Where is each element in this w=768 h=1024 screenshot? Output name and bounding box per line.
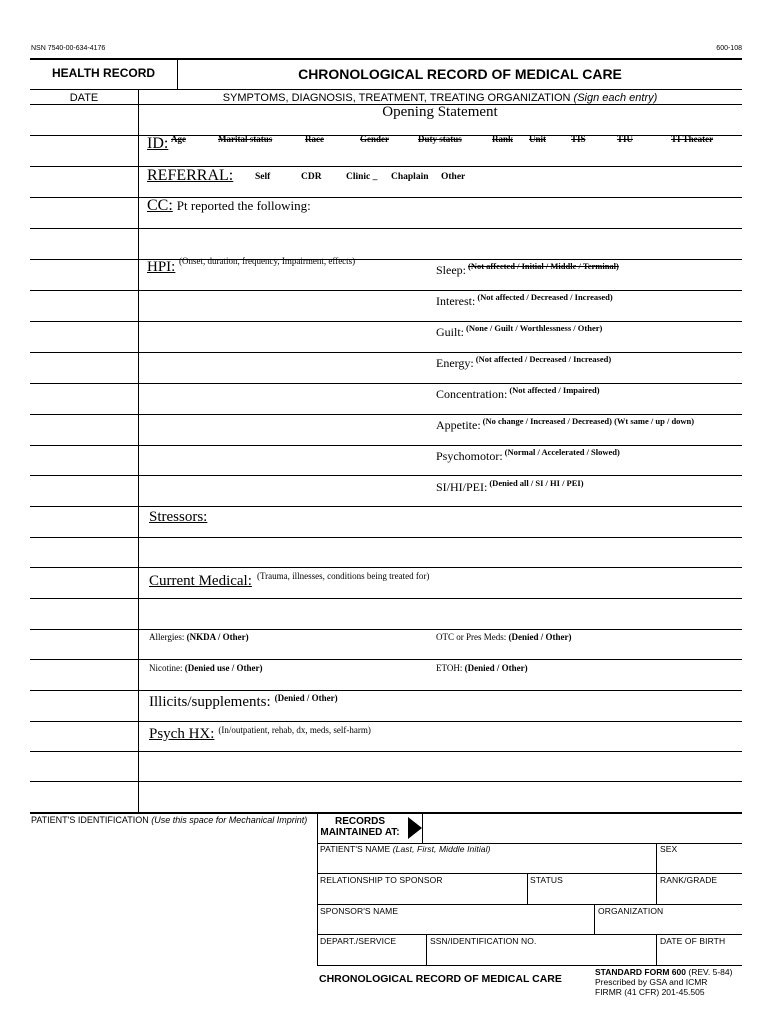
si-row (436, 478, 584, 496)
psych-note: (In/outpatient, rehab, dx, meds, self-harm) (218, 725, 371, 735)
id-field: Marital status (218, 134, 273, 144)
referral-option: Other (441, 172, 466, 182)
allergies-options: (NKDA / Other) (186, 632, 249, 642)
conc-options: (Not affected / Impaired) (509, 385, 600, 395)
energy-label: Energy: (436, 356, 474, 370)
referral-option: Self (255, 172, 271, 182)
symptoms-header-text: SYMPTOMS, DIAGNOSIS, TREATMENT, TREATING ORGANIZATION (222, 92, 571, 104)
patient-id-note: (Use this space for Mechanical Imprint) (151, 815, 308, 825)
hpi-note: (Onset, duration, frequency, Impairment, effects) (179, 256, 356, 266)
rule-line (30, 290, 742, 291)
rule-line (30, 321, 742, 322)
id-field: Unit (529, 134, 547, 144)
rule-line (30, 259, 742, 260)
hpi-label: HPI: (147, 259, 176, 275)
id-field: Race (305, 134, 324, 144)
sleep-label: Sleep: (436, 263, 466, 277)
depart-service-label: DEPART./SERVICE (320, 936, 397, 946)
interest-label: Interest: (436, 294, 476, 308)
rule-line (30, 228, 742, 229)
conc-row (436, 385, 600, 403)
rule-line (30, 567, 742, 568)
sign-note: (Sign each entry) (573, 92, 658, 104)
records-maintained-at (320, 816, 400, 838)
illicits-label: Illicits/supplements: (149, 694, 271, 710)
allergies-label: Allergies: (149, 632, 185, 642)
id-field: Rank (492, 134, 514, 144)
records-line1: RECORDS (334, 816, 385, 827)
date-of-birth-label: DATE OF BIRTH (660, 936, 726, 946)
records-line2: MAINTAINED AT: (320, 827, 400, 838)
si-label: SI/HI/PEI: (436, 480, 488, 494)
psycho-options: (Normal / Accelerated / Slowed) (504, 447, 620, 457)
etoh-label: ETOH: (436, 663, 463, 673)
illicits-row (149, 693, 338, 711)
id-field: TIU (617, 134, 634, 144)
patient-name-label (320, 844, 491, 854)
si-options: (Denied all / SI / HI / PEI) (489, 478, 584, 488)
date-column-header: DATE (69, 92, 99, 104)
cc-label: CC: (147, 197, 173, 214)
id-field: TI Theater (671, 134, 714, 144)
relationship-label: RELATIONSHIP TO SPONSOR (320, 875, 443, 885)
rule-line (30, 690, 742, 691)
appetite-label: Appetite: (436, 418, 481, 432)
id-field: Duty status (418, 134, 462, 144)
current-medical-note: (Trauma, illnesses, conditions being treated for) (257, 571, 430, 581)
symptoms-column-header (138, 92, 742, 104)
prescribed-by: Prescribed by GSA and ICMR (595, 977, 708, 987)
rule-line (30, 197, 742, 198)
rule-line (30, 781, 742, 782)
firmr: FIRMR (41 CFR) 201-45.505 (595, 987, 705, 997)
status-label: STATUS (530, 875, 563, 885)
rule-line (30, 445, 742, 446)
standard-form-number: STANDARD FORM 600 (595, 967, 686, 977)
rule-line (30, 414, 742, 415)
appetite-row (436, 416, 694, 434)
etoh-row (436, 663, 528, 673)
standard-form-line (595, 967, 732, 977)
nicotine-options: (Denied use / Other) (184, 663, 263, 673)
id-field: Age (171, 134, 186, 144)
rule-line (30, 751, 742, 752)
rank-grade-label: RANK/GRADE (660, 875, 718, 885)
current-medical-label: Current Medical: (149, 573, 252, 589)
guilt-label: Guilt: (436, 325, 465, 339)
energy-options: (Not affected / Decreased / Increased) (475, 354, 612, 364)
rule-line (30, 475, 742, 476)
referral-option: Chaplain (391, 172, 429, 182)
interest-row (436, 292, 613, 310)
referral-label: REFERRAL: (147, 167, 234, 184)
organization-label: ORGANIZATION (598, 906, 664, 916)
nicotine-row (149, 663, 263, 673)
otc-options: (Denied / Other) (508, 632, 572, 642)
rule-line (30, 537, 742, 538)
rule-line (30, 659, 742, 660)
guilt-options: (None / Guilt / Worthlessness / Other) (466, 323, 603, 333)
cc-text: Pt reported the following: (176, 198, 311, 213)
conc-label: Concentration: (436, 387, 508, 401)
etoh-options: (Denied / Other) (464, 663, 528, 673)
revision: (REV. 5-84) (688, 967, 733, 977)
nicotine-label: Nicotine: (149, 663, 183, 673)
ssn-label: SSN/IDENTIFICATION NO. (430, 936, 537, 946)
psycho-label: Psychomotor: (436, 449, 503, 463)
guilt-row (436, 323, 602, 341)
nsn-number: NSN 7540-00-634-4176 (31, 45, 106, 52)
interest-options: (Not affected / Decreased / Increased) (477, 292, 613, 302)
rule-line (30, 166, 742, 167)
arrow-right-icon (408, 817, 422, 839)
psych-row (149, 725, 371, 743)
stressors-label: Stressors: (149, 509, 208, 525)
standard-form-info (595, 967, 732, 997)
appetite-options: (No change / Increased / Decreased) (Wt same / up / down) (482, 416, 695, 426)
patient-id-label: PATIENT'S IDENTIFICATION (31, 815, 149, 825)
psycho-row (436, 447, 620, 465)
form-title: CHRONOLOGICAL RECORD OF MEDICAL CARE (298, 66, 622, 82)
rule-line (30, 506, 742, 507)
allergies-row (149, 632, 249, 642)
sleep-row (436, 261, 619, 279)
sex-label: SEX (660, 844, 678, 854)
id-label: ID: (147, 135, 169, 152)
rule-line (30, 383, 742, 384)
bottom-form-title: CHRONOLOGICAL RECORD OF MEDICAL CARE (319, 973, 562, 985)
opening-statement: Opening Statement (382, 104, 498, 120)
health-record-label: HEALTH RECORD (51, 66, 156, 80)
rule-line (30, 629, 742, 630)
otc-row (436, 632, 572, 642)
patient-identification (31, 815, 316, 825)
referral-option: Clinic _ (346, 172, 378, 182)
patient-name-text: PATIENT'S NAME (320, 844, 391, 854)
referral-option: CDR (301, 172, 322, 182)
otc-label: OTC or Pres Meds: (436, 632, 507, 642)
sleep-options: (Not affected / Initial / Middle / Terminal) (468, 261, 619, 271)
psych-label: Psych HX: (149, 726, 215, 742)
rule-line (30, 598, 742, 599)
energy-row (436, 354, 611, 372)
rule-line (30, 721, 742, 722)
sponsor-name-label: SPONSOR'S NAME (320, 906, 399, 916)
cc-row (147, 197, 311, 215)
id-field: TIS (571, 134, 586, 144)
form-code: 600-108 (716, 45, 742, 52)
id-field: Gender (360, 134, 389, 144)
patient-name-note: (Last, First, Middle Initial) (392, 844, 491, 854)
rule-line (30, 352, 742, 353)
illicits-options: (Denied / Other) (274, 693, 338, 703)
